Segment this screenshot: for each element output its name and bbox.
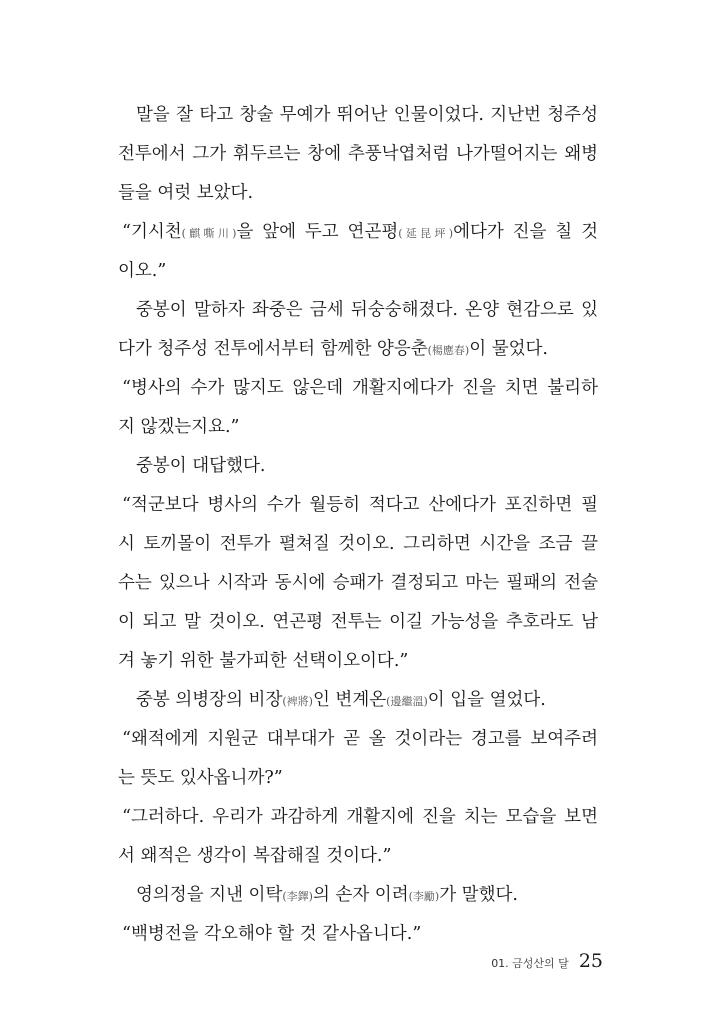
- page-footer: [491, 950, 603, 976]
- hanja-annotation: (李勵): [408, 890, 440, 903]
- text-line: 중봉이 대답했다.: [136, 456, 266, 476]
- body-text: [118, 96, 598, 954]
- hanja-annotation: (李鐸): [282, 890, 313, 903]
- text-line: “병사의 수가 많지도 않은데 개활지에다가 진을 치면 불리하: [122, 378, 598, 398]
- hanja-annotation: (延昆坪): [398, 227, 454, 240]
- text-line: 말을 잘 타고 창술 무예가 뛰어난 인물이었다. 지난번 청주성: [136, 105, 598, 125]
- text-line: “적군보다 병사의 수가 월등히 적다고 산에다가 포진하면 필: [122, 495, 598, 515]
- text-line: 시 토끼몰이 전투가 펼쳐질 것이오. 그리하면 시간을 조금 끌: [118, 534, 598, 554]
- page-number: 25: [578, 950, 603, 972]
- hanja-annotation: (裨將): [282, 695, 313, 708]
- text-line: 겨 놓기 위한 불가피한 선택이오이다.”: [118, 651, 409, 671]
- hanja-annotation: (邊繼溫): [386, 695, 428, 708]
- text-line: 중봉이 말하자 좌중은 금세 뒤숭숭해졌다. 온양 현감으로 있: [136, 300, 598, 320]
- text-line: 이 되고 말 것이오. 연곤평 전투는 이길 가능성을 추호라도 남: [118, 612, 598, 632]
- text-line: 전투에서 그가 휘두르는 창에 추풍낙엽처럼 나가떨어지는 왜병: [118, 144, 598, 164]
- text-line: “기시천(麒嘶川)을 앞에 두고 연곤평(延昆坪)에다가 진을 칠 것: [122, 222, 598, 242]
- text-line: 중봉 의병장의 비장(裨將)인 변계온(邊繼溫)이 입을 열었다.: [136, 690, 546, 710]
- text-line: 이오.”: [118, 261, 167, 281]
- text-line: 다가 청주성 전투에서부터 함께한 양응춘(楊應春)이 물었다.: [118, 339, 548, 359]
- text-line: 영의정을 지낸 이탁(李鐸)의 손자 이려(李勵)가 말했다.: [136, 885, 518, 905]
- text-line: 서 왜적은 생각이 복잡해질 것이다.”: [118, 846, 392, 866]
- text-line: 는 뜻도 있사옵니까?”: [118, 768, 283, 788]
- hanja-annotation: (麒嘶川): [181, 227, 237, 240]
- text-line: 들을 여럿 보았다.: [118, 183, 254, 203]
- text-line: 수는 있으나 시작과 동시에 승패가 결정되고 마는 필패의 전술: [118, 573, 598, 593]
- text-line: “왜적에게 지원군 대부대가 곧 올 것이라는 경고를 보여주려: [122, 729, 598, 749]
- hanja-annotation: (楊應春): [427, 344, 470, 357]
- text-line: “백병전을 각오해야 할 것 같사옵니다.”: [122, 924, 422, 944]
- chapter-title: 01. 금성산의 달: [491, 957, 569, 970]
- text-line: “그러하다. 우리가 과감하게 개활지에 진을 치는 모습을 보면: [122, 807, 598, 827]
- text-line: 지 않겠는지요.”: [118, 417, 240, 437]
